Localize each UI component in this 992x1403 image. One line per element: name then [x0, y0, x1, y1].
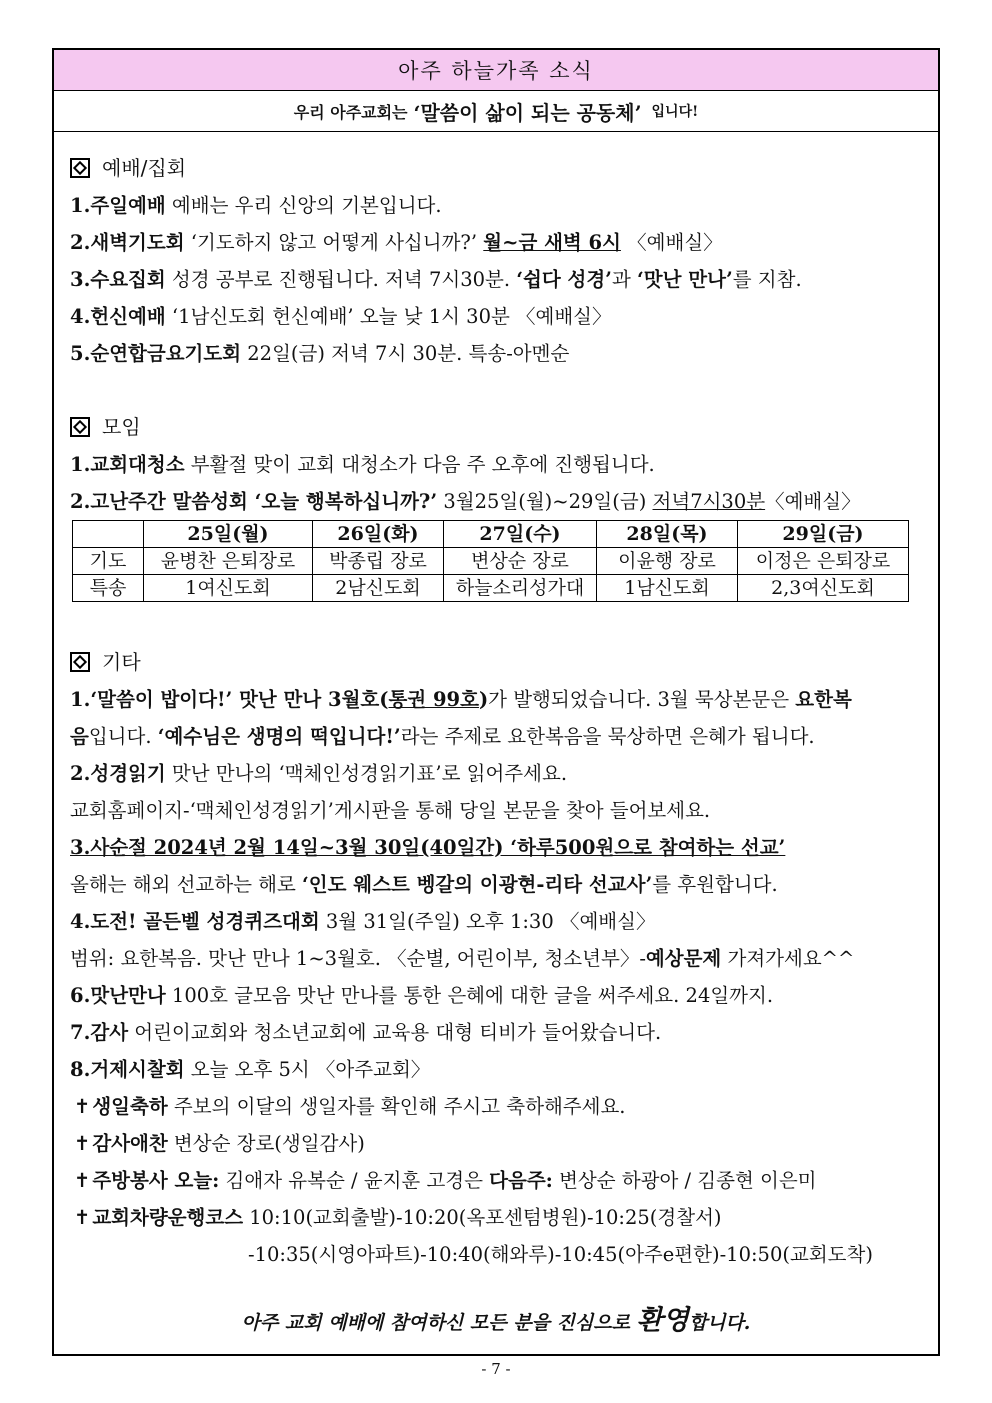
cross-icon: ✝ [74, 1169, 91, 1192]
etc-line-12: ✝ 생일축하 주보의 이달의 생일자를 확인해 주시고 축하해주세요. [74, 1095, 626, 1118]
worship-item-3: 3.수요집회 성경 공부로 진행됩니다. 저녁 7시30분. ‘쉽다 성경’과 ‘맛난 만나’를 지참. [70, 268, 802, 291]
row-label: 기도 [73, 548, 144, 575]
square-diamond-icon [70, 652, 90, 672]
table-header: 28일(목) [597, 521, 738, 548]
closing-message: 아주 교회 예배에 참여하신 모든 분을 진심으로 환영합니다. [241, 1305, 751, 1336]
table-cell: 1여신도회 [144, 575, 313, 602]
meeting-item-1: 1.교회대청소 부활절 맞이 교회 대청소가 다음 주 오후에 진행됩니다. [70, 453, 655, 476]
table-row [73, 575, 909, 602]
table-cell: 윤병찬 은퇴장로 [144, 548, 313, 575]
section-heading-worship: 예배/집회 [70, 150, 928, 187]
table-cell: 변상순 장로 [444, 548, 597, 575]
section-heading-meeting: 모임 [70, 409, 928, 446]
table-cell: 이윤행 장로 [597, 548, 738, 575]
cross-icon: ✝ [74, 1132, 91, 1155]
etc-line-11: 8.거제시찰회 오늘 오후 5시 〈아주교회〉 [70, 1058, 431, 1081]
page-number: - 7 - [481, 1360, 511, 1378]
etc-line-7: 4.도전! 골든벨 성경퀴즈대회 3월 31일(주일) 오후 1:30 〈예배실〉 [70, 910, 656, 933]
cross-icon: ✝ [74, 1095, 91, 1118]
table-cell: 하늘소리성가대 [444, 575, 597, 602]
table-header: 25일(월) [144, 521, 313, 548]
table-row [73, 548, 909, 575]
table-header: 27일(수) [444, 521, 597, 548]
table-cell: 1남신도회 [597, 575, 738, 602]
etc-line-3: 2.성경읽기 맛난 만나의 ‘맥체인성경읽기표’로 읽어주세요. [70, 762, 568, 785]
square-diamond-icon [70, 158, 90, 178]
table-header: 26일(화) [313, 521, 444, 548]
table-cell: 박종립 장로 [313, 548, 444, 575]
table-cell: 2남신도회 [313, 575, 444, 602]
table-cell: 이정은 은퇴장로 [738, 548, 909, 575]
content [70, 150, 928, 1273]
worship-item-2: 2.새벽기도회 ‘기도하지 않고 어떻게 사십니까?’ 월~금 새벽 6시 〈예배실〉 [70, 231, 723, 254]
meeting-item-2: 2.고난주간 말씀성회 ‘오늘 행복하십니까?’ 3월25일(월)~29일(금) 저녁7시30분〈예배실〉 [70, 490, 861, 513]
section-heading-etc: 기타 [70, 644, 928, 681]
worship-item-4: 4.헌신예배 ‘1남신도회 헌신예배’ 오늘 낮 1시 30분 〈예배실〉 [70, 305, 612, 328]
motto-post: 입니다! [651, 104, 699, 120]
etc-line-15: ✝ 교회차량운행코스 10:10(교회출발)-10:20(옥포센텀병원)-10:25(경찰서) [74, 1206, 722, 1229]
etc-line-9: 6.맛난만나 100호 글모음 맛난 만나를 통한 은혜에 대한 글을 써주세요. 24일까지. [70, 984, 774, 1007]
motto-bar [54, 91, 938, 132]
motto-pre: 우리 아주교회는 [293, 102, 408, 122]
motto-emphasis: ‘말씀이 삶이 되는 공동체’ [413, 100, 642, 125]
etc-line-16: -10:35(시영아파트)-10:40(해와루)-10:45(아주e편한)-10:50(교회도착) [248, 1243, 873, 1266]
schedule-table [72, 520, 909, 602]
etc-line-8: 범위: 요한복음. 맛난 만나 1~3월호. 〈순별, 어린이부, 청소년부〉-예상문제 가져가세요^^ [70, 947, 855, 970]
etc-line-5: 3.사순절 2024년 2월 14일~3월 30일(40일간) ‘하루500원으로 참여하는 선교’ [70, 836, 786, 859]
table-header-row [73, 521, 909, 548]
etc-line-4: 교회홈페이지-‘맥체인성경읽기’게시판을 통해 당일 본문을 찾아 들어보세요. [70, 799, 711, 822]
bulletin-frame [52, 48, 940, 1356]
etc-line-6: 올해는 해외 선교하는 해로 ‘인도 웨스트 벵갈의 이광현-리타 선교사’를 후원합니다. [70, 873, 778, 896]
worship-item-1: 1.주일예배 예배는 우리 신앙의 기본입니다. [70, 194, 442, 217]
table-corner [73, 521, 144, 548]
page-title: 아주 하늘가족 소식 [54, 50, 938, 91]
table-cell: 2,3여신도회 [738, 575, 909, 602]
row-label: 특송 [73, 575, 144, 602]
etc-line-10: 7.감사 어린이교회와 청소년교회에 교육용 대형 티비가 들어왔습니다. [70, 1021, 662, 1044]
etc-line-1: 1.‘말씀이 밥이다!’ 맛난 만나 3월호(통권 99호)가 발행되었습니다. 3월 묵상본문은 요한복 [70, 688, 852, 711]
table-header: 29일(금) [738, 521, 909, 548]
etc-line-2: 음입니다. ‘예수님은 생명의 떡입니다!’라는 주제로 요한복음을 묵상하면 은혜가 됩니다. [70, 725, 815, 748]
square-diamond-icon [70, 417, 90, 437]
cross-icon: ✝ [74, 1206, 91, 1229]
etc-line-13: ✝ 감사애찬 변상순 장로(생일감사) [74, 1132, 365, 1155]
worship-item-5: 5.순연합금요기도회 22일(금) 저녁 7시 30분. 특송-아멘순 [70, 342, 570, 365]
etc-line-14: ✝ 주방봉사 오늘: 김애자 유복순 / 윤지훈 고경은 다음주: 변상순 하광아 / 김종현 이은미 [74, 1169, 817, 1192]
